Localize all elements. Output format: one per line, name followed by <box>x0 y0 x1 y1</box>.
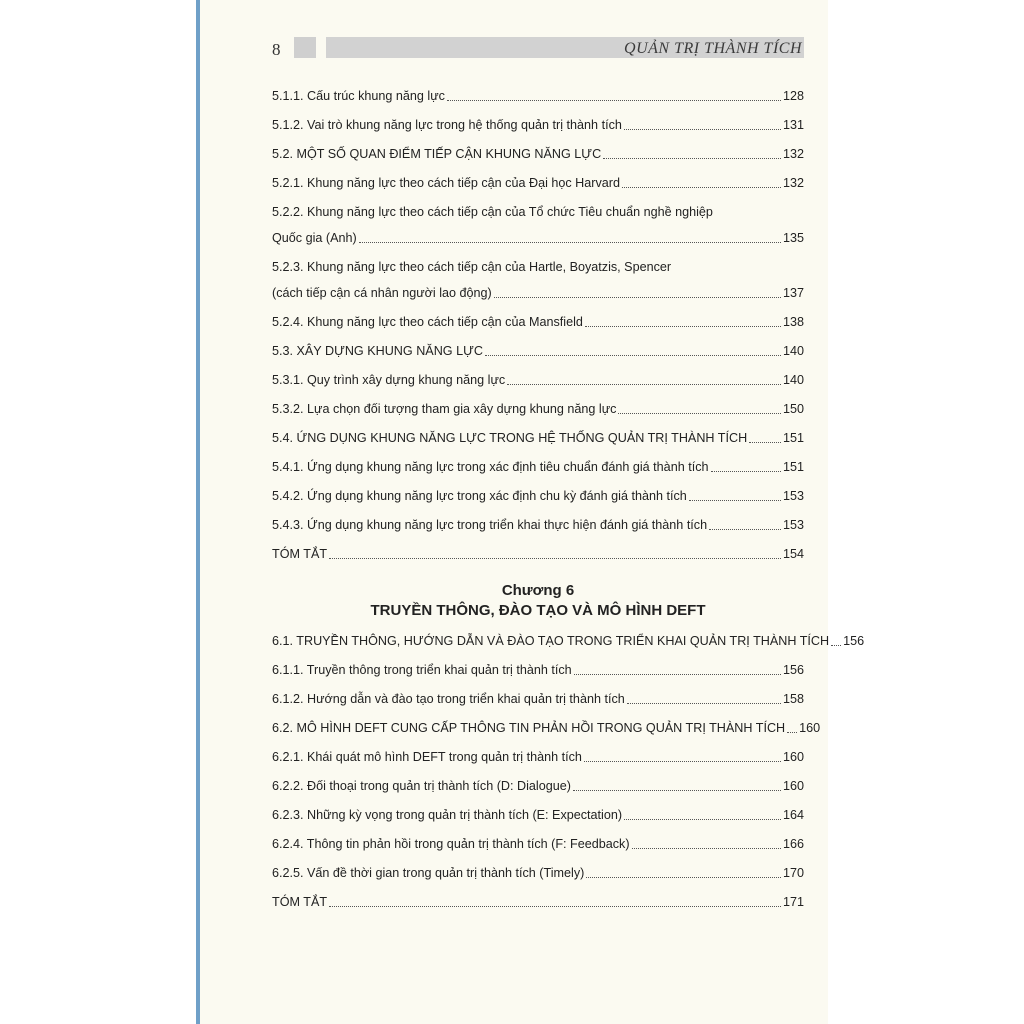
toc-entry-text: 5.3. XÂY DỰNG KHUNG NĂNG LỰC <box>272 344 483 358</box>
toc-entry-page: 131 <box>782 118 804 132</box>
toc-entry <box>272 836 804 853</box>
toc-entry <box>272 401 804 418</box>
toc-entry-page: 151 <box>782 431 804 445</box>
toc-entry-text-line1: 5.2.3. Khung năng lực theo cách tiếp cận của Hartle, Boyatzis, Spencer <box>272 260 672 274</box>
toc-entry <box>272 749 804 766</box>
toc-entry <box>272 488 804 505</box>
toc-entry <box>272 204 804 247</box>
toc-entry-text: 6.1. TRUYỀN THÔNG, HƯỚNG DẪN VÀ ĐÀO TẠO TRONG TRIỂN KHAI QUẢN TRỊ THÀNH TÍCH <box>272 634 830 648</box>
toc-entry-text: 6.2.1. Khái quát mô hình DEFT trong quản trị thành tích <box>272 750 582 764</box>
leader-dots <box>711 471 781 472</box>
toc-entry-page: 135 <box>782 231 804 245</box>
toc-entry-page: 132 <box>782 147 804 161</box>
toc-entry <box>272 778 804 795</box>
toc-entry-page: 171 <box>782 895 804 909</box>
toc-entry-text: 5.4.3. Ứng dụng khung năng lực trong triển khai thực hiện đánh giá thành tích <box>272 518 708 532</box>
toc-entry <box>272 430 804 447</box>
toc-entry-text: 5.3.1. Quy trình xây dựng khung năng lực <box>272 373 506 387</box>
toc-entry-page: 150 <box>782 402 804 416</box>
header-bar-accent <box>294 37 316 58</box>
toc-entry <box>272 894 804 911</box>
toc-entry <box>272 175 804 192</box>
leader-dots <box>624 819 781 820</box>
toc-entry-page: 153 <box>782 489 804 503</box>
chapter-number: Chương 6 <box>501 582 575 599</box>
toc-entry <box>272 720 821 737</box>
toc-entry-text: 5.4.2. Ứng dụng khung năng lực trong xác định chu kỳ đánh giá thành tích <box>272 489 687 503</box>
toc-entry-text: 5.3.2. Lựa chọn đối tượng tham gia xây dựng khung năng lực <box>272 402 617 416</box>
toc-entry <box>272 459 804 476</box>
toc-entry-text: 5.4. ỨNG DỤNG KHUNG NĂNG LỰC TRONG HỆ THỐNG QUẢN TRỊ THÀNH TÍCH <box>272 431 748 445</box>
toc-entry-text: 6.2.5. Vấn đề thời gian trong quản trị thành tích (Timely) <box>272 866 585 880</box>
chapter-title: TRUYỀN THÔNG, ĐÀO TẠO VÀ MÔ HÌNH DEFT <box>370 602 706 619</box>
toc-entry <box>272 807 804 824</box>
toc-entry <box>272 546 804 563</box>
toc-entry-page: 156 <box>782 663 804 677</box>
toc-entry-text: 6.2. MÔ HÌNH DEFT CUNG CẤP THÔNG TIN PHẢN HỒI TRONG QUẢN TRỊ THÀNH TÍCH <box>272 721 786 735</box>
leader-dots <box>584 761 781 762</box>
leader-dots <box>485 355 781 356</box>
toc-entry-page: 170 <box>782 866 804 880</box>
leader-dots <box>494 297 781 298</box>
toc-entry-text: 5.4.1. Ứng dụng khung năng lực trong xác định tiêu chuẩn đánh giá thành tích <box>272 460 709 474</box>
leader-dots <box>831 645 841 646</box>
leader-dots <box>622 187 781 188</box>
toc-entry <box>272 117 804 134</box>
toc-entry-page: 160 <box>799 721 821 735</box>
toc-entry-page: 160 <box>782 779 804 793</box>
toc-entry-text: 6.1.2. Hướng dẫn và đào tạo trong triển khai quản trị thành tích <box>272 692 625 706</box>
toc-entry <box>272 517 804 534</box>
toc-entry-page: 156 <box>843 634 865 648</box>
toc-entry-text: TÓM TẮT <box>272 895 328 909</box>
leader-dots <box>624 129 781 130</box>
toc-entry-text: 6.2.3. Những kỳ vọng trong quản trị thành tích (E: Expectation) <box>272 808 623 822</box>
leader-dots <box>573 790 781 791</box>
toc-entry-text: 6.1.1. Truyền thông trong triển khai quản trị thành tích <box>272 663 572 677</box>
toc-entry-page: 158 <box>782 692 804 706</box>
toc-entry <box>272 146 804 163</box>
toc-entry <box>272 88 804 105</box>
leader-dots <box>749 442 781 443</box>
toc-entry <box>272 259 804 302</box>
toc-entry-page: 128 <box>782 89 804 103</box>
toc-entry-text: Quốc gia (Anh) <box>272 231 357 245</box>
leader-dots <box>329 906 781 907</box>
leader-dots <box>689 500 781 501</box>
leader-dots <box>709 529 781 530</box>
toc-entry-page: 164 <box>782 808 804 822</box>
table-of-contents <box>272 88 865 923</box>
chapter-heading <box>272 581 804 621</box>
toc-entry-page: 151 <box>782 460 804 474</box>
toc-entry <box>272 865 804 882</box>
toc-entry <box>272 314 804 331</box>
leader-dots <box>627 703 781 704</box>
toc-entry <box>272 372 804 389</box>
running-header-title: QUẢN TRỊ THÀNH TÍCH <box>624 40 802 57</box>
leader-dots <box>329 558 781 559</box>
toc-entry <box>272 662 804 679</box>
toc-entry-page: 140 <box>782 373 804 387</box>
toc-entry-text: TÓM TẮT <box>272 547 328 561</box>
leader-dots <box>447 100 781 101</box>
toc-entry <box>272 691 804 708</box>
toc-entry-text: (cách tiếp cận cá nhân người lao động) <box>272 286 492 300</box>
leader-dots <box>787 732 797 733</box>
toc-entry-text: 5.1.2. Vai trò khung năng lực trong hệ thống quản trị thành tích <box>272 118 622 132</box>
leader-dots <box>632 848 781 849</box>
toc-entry-text: 6.2.4. Thông tin phản hồi trong quản trị thành tích (F: Feedback) <box>272 837 630 851</box>
toc-entry-text-line1: 5.2.2. Khung năng lực theo cách tiếp cận của Tổ chức Tiêu chuẩn nghề nghiệp <box>272 205 713 219</box>
toc-entry-page: 132 <box>782 176 804 190</box>
leader-dots <box>585 326 781 327</box>
toc-entry <box>272 343 804 360</box>
leader-dots <box>507 384 781 385</box>
toc-entry <box>272 633 865 650</box>
toc-entry-page: 154 <box>782 547 804 561</box>
page-number: 8 <box>272 40 281 59</box>
leader-dots <box>586 877 781 878</box>
toc-entry-text: 5.1.1. Cấu trúc khung năng lực <box>272 89 445 103</box>
toc-entry-text: 5.2. MỘT SỐ QUAN ĐIỂM TIẾP CẬN KHUNG NĂNG LỰC <box>272 147 602 161</box>
leader-dots <box>618 413 781 414</box>
toc-entry-page: 160 <box>782 750 804 764</box>
leader-dots <box>574 674 781 675</box>
toc-entry-text: 5.2.4. Khung năng lực theo cách tiếp cận của Mansfield <box>272 315 583 329</box>
toc-entry-page: 153 <box>782 518 804 532</box>
leader-dots <box>603 158 781 159</box>
leader-dots <box>359 242 781 243</box>
page-edge <box>196 0 200 1024</box>
toc-entry-page: 138 <box>782 315 804 329</box>
toc-entry-page: 137 <box>782 286 804 300</box>
toc-entry-page: 140 <box>782 344 804 358</box>
toc-entry-page: 166 <box>782 837 804 851</box>
toc-entry-text: 6.2.2. Đối thoại trong quản trị thành tích (D: Dialogue) <box>272 779 571 793</box>
toc-entry-text: 5.2.1. Khung năng lực theo cách tiếp cận của Đại học Harvard <box>272 176 620 190</box>
